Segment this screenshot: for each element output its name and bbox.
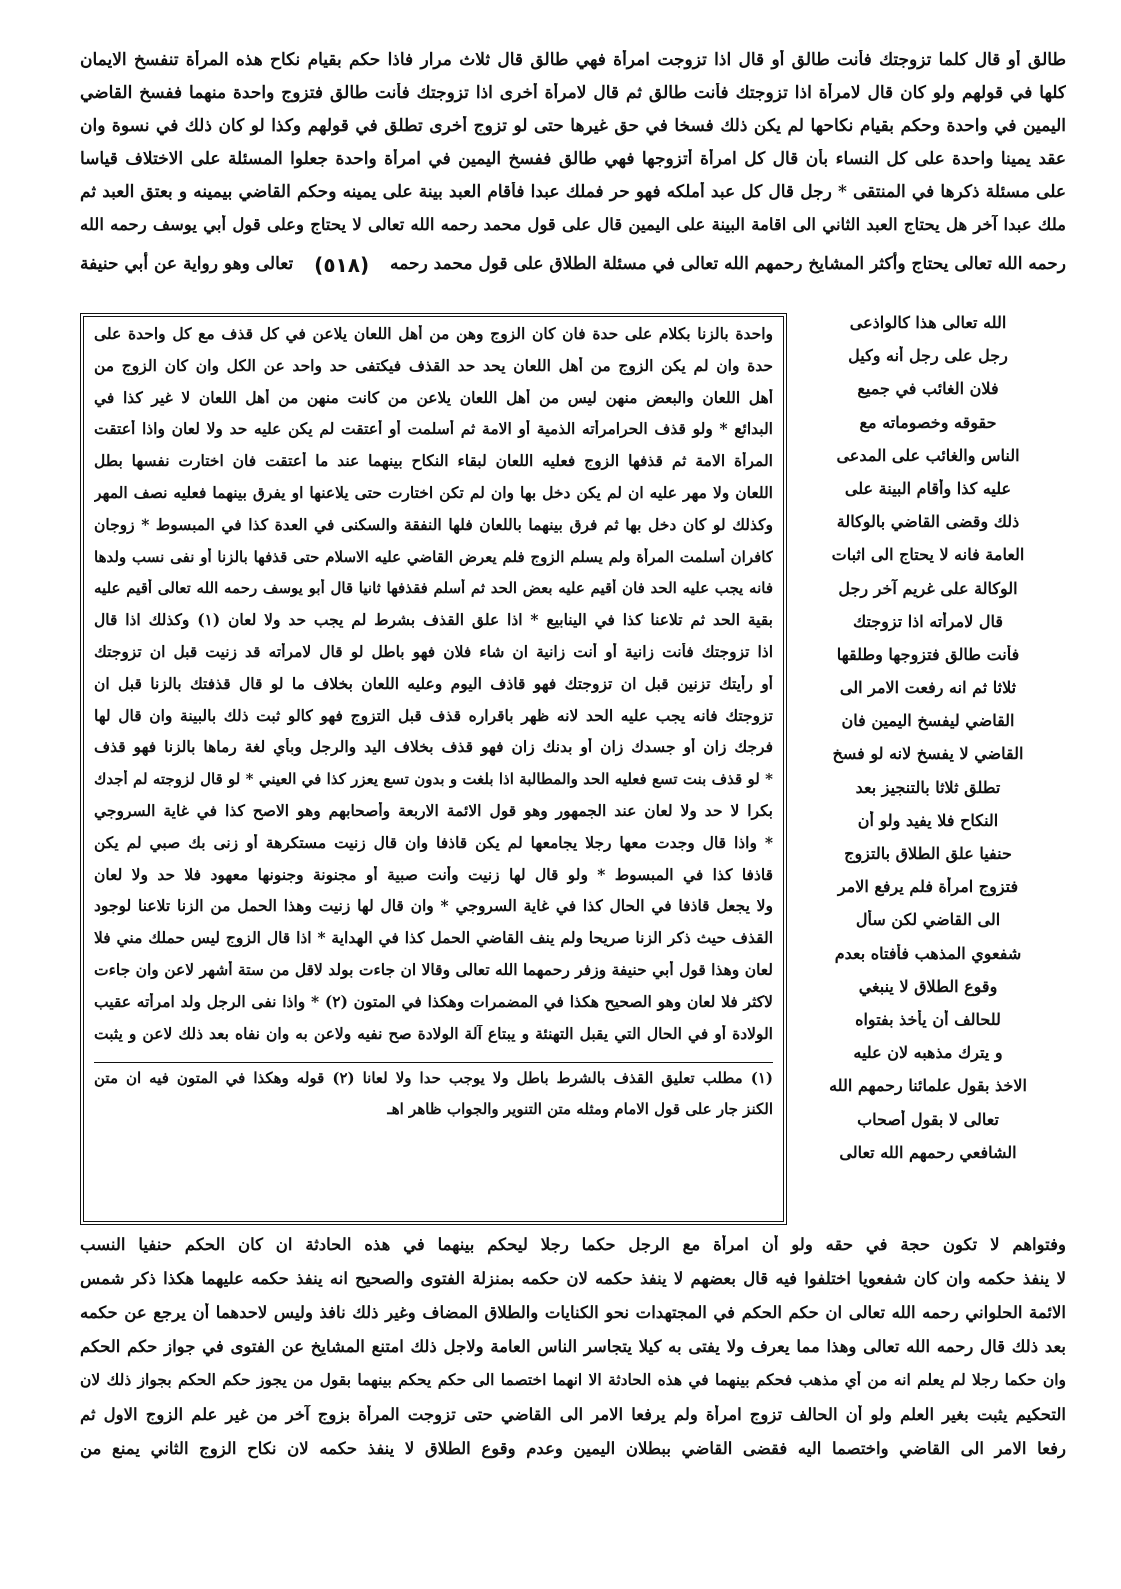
side-line: الى القاضي لكن سأل [855,910,1001,930]
side-line: ذلك وقضى القاضي بالوكالة [836,512,1020,532]
box-footnotes [94,1069,773,1131]
text-line: الائمة الحلواني رحمه الله تعالى ان حكم الحكم في المجتهدات نحو الكنايات والطلاق المضاف وغير ذلك نافذ وليس لاحدهما أن يرجع عن حكمه [80,1303,1066,1322]
box-line: لعان وهذا قول أبي حنيفة وزفر رحمهما الله تعالى وقالا ان جاءت بولد لاقل من ستة أشهر لاعن وان جاءت [94,960,773,979]
side-line: قال لامرأته اذا تزوجتك [852,611,1004,631]
box-line: فرجك زان أو جسدك زان أو بدنك زان فهو قذف بخلاف اليد والرجل وبأي لغة رماها بالزنا فهو قذف [94,738,773,757]
text-line: وان حكما رجلا لم يعلم انه من أي مذهب فحكم بينهما في هذه الحادثة الا انهما اختصما الى حكم يحكم بينهما بقول من يجوز حكم الحكم بجواز ذلك لان [80,1371,1066,1389]
side-line: ثلاثا ثم انه رفعت الامر الى [839,678,1017,698]
text-line: طالق أو قال كلما تزوجتك فأنت طالق أو قال اذا تزوجت امرأة فهي طالق قال ثلاث مرار فاذا حكم بقيام نكاح هذه المرأة تنفسخ الايمان [80,50,1066,70]
footnote-line: الكنز جار على قول الامام ومثله متن التنوير والجواب ظاهر اهـ [387,1100,773,1119]
text-line: كلها في قولهم ولو كان قال لامرأة اذا تزوجتك فأنت طالق ثم قال لامرأة أخرى اذا تزوجتك فأنت طالق فتزوج واحدة منهما ففسخ القاضي [80,83,1066,103]
box-line: ولا يجعل قاذفا في الحال كذا في غاية السروجي * وان قال لها زنيت وهذا الحمل من الزنا تلاعنا لوجود [94,897,773,916]
box-line: لاكثر فلا لعان وهو الصحيح هكذا في المضمرات وهكذا في المتون (٢) * واذا نفى الرجل ولد امرأته عقيب [94,992,773,1011]
text-line: التحكيم يثبت بغير العلم ولو أن الحالف تزوج امرأة ولم يرفعا الامر الى القاضي حتى تزوجت المرأة بزوج آخر من غير علم الزوج الاول ثم [80,1405,1066,1424]
side-line: فلان الغائب في جميع [857,379,999,399]
text-line: بعد ذلك قال رحمه الله تعالى وهذا مما يعرف ولا يفتى به كيلا يتجاسر الناس العامة ولاجل ذلك امتنع المشايخ عن الفتوى في جواز حكم الحكم [80,1337,1066,1356]
text-line: عقد يمينا واحدة على كل النساء بأن قال كل امرأة أتزوجها فهي طالق ففسخ اليمين في امرأة واحدة جعلوا المسئلة على الاختلاف قياسا [80,149,1066,169]
text-segment-right: تعالى وهو رواية عن أبي حنيفة [80,254,294,275]
page-number: (٥١٨) [314,252,370,277]
top-text-block [80,50,1066,281]
box-line: فانه يجب عليه الحد فان أقيم عليه بعض الحد ثم أسلم فقذفها ثانيا قال أبو يوسف رحمه الله تعالى أقيم عليه [94,579,773,598]
box-body [94,325,773,1056]
side-line: القاضي لا يفسخ لانه لو فسخ [832,744,1024,764]
side-line: فأنت طالق فتزوجها وطلقها [836,644,1020,664]
box-line: وكذلك لو كان دخل بها ثم فرق بينهما باللعان فلها النفقة والسكنى في العدة كذا في المبسوط * زوجان [94,515,773,534]
text-line: رفعا الامر الى القاضي واختصما اليه فقضى القاضي ببطلان اليمين وعدم وقوع الطلاق لا ينفذ حكمه لان نكاح الزوج الثاني يمنع من [80,1439,1066,1458]
side-line: حنفيا علق الطلاق بالتزوج [844,844,1012,863]
box-line: أهل اللعان والبعض منهن ليس من أهل اللعان يلاعن من كانت منهن من أهل اللعان لا غير كذا في [94,388,773,407]
box-line: الولادة أو في الحال التي يقبل التهنئة و يبتاع آلة الولادة صح نفيه ولاعن به وان نفاه بعد ذلك لاعن و يثبت [94,1024,773,1043]
side-line: حقوقه وخصوماته مع [859,412,997,432]
side-line: تعالى لا بقول أصحاب [857,1109,999,1129]
marginal-commentary-box [80,313,787,1225]
side-line: الله تعالى هذا كالواذعى [849,313,1007,332]
box-line: * لو قذف بنت تسع فعليه الحد والمطالبة اذا بلغت و بدون تسع يعزر كذا في العيني * لو قال لزوجته لم أجدك [94,770,773,789]
side-line: الوكالة على غريم آخر رجل [838,578,1018,598]
box-line: * واذا قال وجدت معها رجلا يجامعها لم يكن قاذفا وان قال زنيت مستكرهة أو زنى بك صبي لم يكن [94,833,773,852]
text-line: على مسئلة ذكرها في المنتقى * رجل قال كل عبد أملكه فهو حر فملك عبدا فأقام العبد بينة على يمينه وحكم القاضي بيمينه و بعتق العبد ثم [80,182,1066,202]
bottom-text-block [80,1235,1066,1473]
side-line: الاخذ بقول علمائنا رحمهم الله [829,1076,1027,1096]
side-line: القاضي ليفسخ اليمين فان [841,711,1015,731]
side-line: وقوع الطلاق لا ينبغي [858,976,998,996]
side-line: عليه كذا وأقام البينة على [844,478,1012,498]
box-line: اذا تزوجتك فأنت زانية أو أنت زانية ان شاء فلان فهو باطل لو قال لامرأته قد زنيت قبل ان تزوجتك [94,642,773,661]
side-line: شفعوي المذهب فأفتاه بعدم [834,943,1022,963]
box-line: واحدة بالزنا بكلام على حدة فان كان الزوج وهن من أهل اللعان يلاعن في كل قذف مع كل واحدة على [94,325,773,343]
box-line: بكرا لا حد ولا لعان عند الجمهور وهو قول الائمة الاربعة وأصحابهم وهو الاصح كذا في غاية السروجي [94,801,773,820]
footnote-divider [94,1062,773,1063]
box-line: حدة وان لم يكن الزوج من أهل اللعان يحد حد القذف فيكتفى حد واحد عن الكل وان كان الزوج من [94,356,773,375]
box-line: أو رأيتك تزنين قبل ان تزوجتك فهو قاذف اليوم وعليه اللعان بخلاف ما لو قال قذفتك بالزنا قبل ان [94,674,773,693]
box-line: اللعان ولا مهر عليه ان لم يكن دخل بها وان لم تكن اختارت حتى يلاعنها او يفرق بينهما فعليه نصف المهر [94,483,773,502]
text-segment-left: رحمه الله تعالى يحتاج وأكثر المشايخ رحمهم الله تعالى في مسئلة الطلاق على قول محمد رحمه [390,254,1066,275]
text-line: وفتواهم لا تكون حجة في حقه ولو أن امرأة مع الرجل حكما رجلا ليحكم بينهما في هذه الحادثة ان كان الحكم حنفيا النسب [80,1235,1066,1254]
side-line: العامة فانه لا يحتاج الى اثبات [831,545,1025,565]
text-line-with-page-number [80,248,1066,281]
side-line: الناس والغائب على المدعى [836,445,1020,465]
footnote-line: (١) مطلب تعليق القذف بالشرط باطل ولا يوجب حدا ولا لعانا (٢) قوله وهكذا في المتون فيه ان متن [94,1069,773,1088]
side-line: رجل على رجل أنه وكيل [848,346,1008,366]
box-line: بقية الحد ثم تلاعنا كذا في الينابيع * اذا علق القذف بشرط لم يجب حد ولا لعان (١) وكذلك اذا قال [94,611,773,630]
box-line: القذف حيث ذكر الزنا صريحا ولم ينف القاضي الحمل كذا في الهداية * اذا قال الزوج ليس حملك مني فلا [94,929,773,948]
box-line: المرأة الامة ثم قذفها الزوج فعليه اللعان لبقاء النكاح بينهما عند ما أعتقت فان اختارت نفسها بطل [94,452,773,471]
side-line: و يترك مذهبه لان عليه [853,1043,1003,1063]
box-line: كافران أسلمت المرأة ولم يسلم الزوج فلم يعرض القاضي عليه الاسلام حتى قذفها بالزنا أو نفى نسب ولدها [94,547,773,566]
text-line: لا ينفذ حكمه وان كان شفعويا اختلفوا فيه قال بعضهم لا ينفذ حكمه لان حكمه بمنزلة الفتوى والصحيح انه ينفذ حكمه عليهما هكذا ذكر شمس [80,1269,1066,1288]
side-column [790,313,1066,1176]
box-line: البدائع * ولو قذف الحرامرأته الذمية أو الامة ثم أسلمت أو أعتقت لم يكن عليه حد ولا لعان واذا أعتقت [94,420,773,439]
text-line: ملك عبدا آخر هل يحتاج العبد الثاني الى اقامة البينة على اليمين قال على قول محمد رحمه الله تعالى لا يحتاج وعلى قول أبي يوسف رحمه الله [80,215,1066,234]
box-line: تزوجتك فانه يجب عليه الحد لانه ظهر باقراره قذف قبل التزوج فهو كالو ثبت ذلك بالبينة وان قال لها [94,706,773,725]
text-line: اليمين في واحدة وحكم بقيام نكاحها لم يكن ذلك فسخا في حق غيرها حتى لو تزوج أخرى تطلق في قولهم وكذا لو كان ذلك في نسوة وان [80,116,1066,136]
side-line: النكاح فلا يفيد ولو أن [857,810,999,830]
side-line: الشافعي رحمهم الله تعالى [839,1142,1017,1162]
side-line: تطلق ثلاثا بالتنجيز بعد [855,777,1001,797]
box-line: قاذفا كذا في المبسوط * ولو قال لها زنيت وأنت صبية أو مجنونة وجنونها معهود فلا حد ولا لعان [94,865,773,884]
side-line: للحالف أن يأخذ بفتواه [855,1009,1001,1029]
side-line: فتزوج امرأة فلم يرفع الامر [837,877,1019,897]
